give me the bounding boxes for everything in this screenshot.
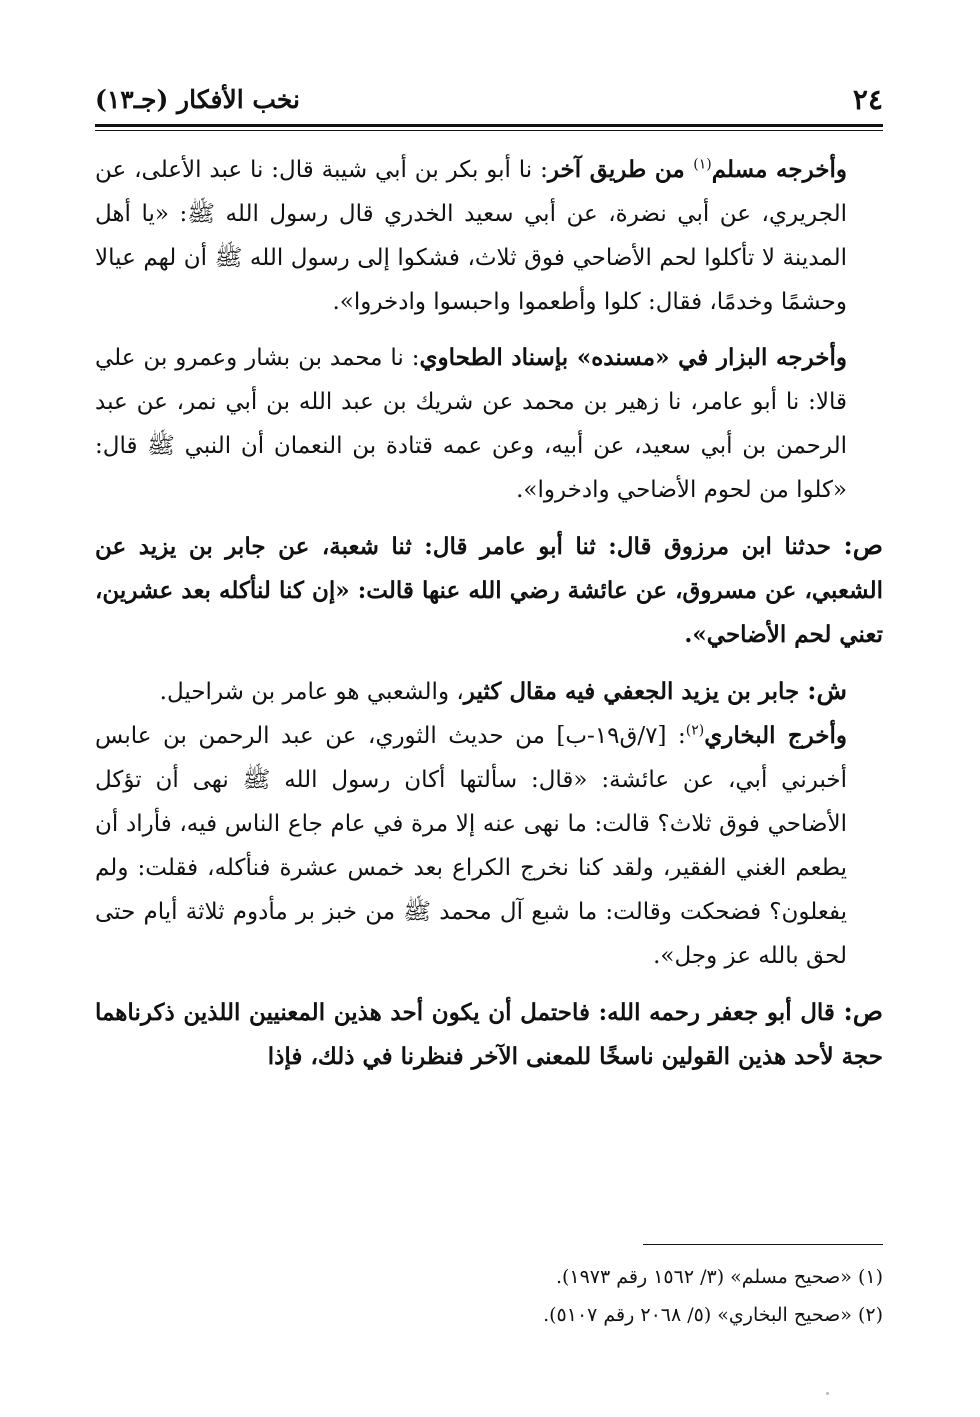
page-number: ٢٤: [852, 83, 883, 116]
paragraph-lead: وأخرج البخاري: [704, 722, 847, 749]
footnotes: [95, 1258, 883, 1334]
paragraph-body: : [٧/ق١٩-ب] من حديث الثوري، عن عبد الرحمن بن عابس أخبرني أبي، عن عائشة: «قال: سألتها أكان رسول الله ﷺ نهى أن تؤكل الأضاحي فوق ثلاث؟ قالت: ما نهى عنه إلا مرة في عام جاع الناس فيه، فأراد أن يطعم الغني الفقير، ولقد كنا نخرج الكراع بعد خمس عشرة فنأكله، فقلت: ولم يفعلون؟ فضحكت وقالت: ما شبع آل محمد ﷺ من خبز بر مأدوم ثلاثة أيام حتى لحق بالله عز وجل».: [95, 723, 847, 969]
paragraph-body: حدثنا ابن مرزوق قال: ثنا أبو عامر قال: ثنا شعبة، عن جابر بن يزيد عن الشعبي، عن مسروق، عن عائشة رضي الله عنها قالت: «إن كنا لنأكله بعد عشرين، تعني لحم الأضاحي».: [95, 533, 883, 648]
running-header: [95, 80, 883, 126]
paragraph-lead: ص:: [843, 997, 883, 1026]
footnote-1: (١) «صحيح مسلم» (٣/ ١٥٦٢ رقم ١٩٧٣).: [555, 1266, 883, 1288]
paragraph-lead: ش:: [807, 676, 847, 705]
paragraph-muslim: [95, 148, 883, 324]
paragraph-bukhari: [95, 714, 883, 978]
paragraph-bazzar: [95, 336, 883, 512]
paragraph-sad-1: [95, 524, 883, 657]
header-rule-thick: [95, 124, 883, 127]
paragraph-body: : نا أبو بكر بن أبي شيبة قال: نا عبد الأعلى، عن الجريري، عن أبي نضرة، عن أبي سعيد الخدري قال رسول الله ﷺ: «يا أهل المدينة لا تأكلوا لحم الأضاحي فوق ثلاث، فشكوا إلى رسول الله ﷺ أن لهم عيالا وحشمًا وخدمًا، فقال: كلوا وأطعموا واحبسوا وادخروا».: [95, 157, 847, 315]
footnote-ref-1: (١): [693, 156, 712, 173]
paragraph-lead: وأخرجه البزار في «مسنده» بإسناد الطحاوي: [419, 344, 847, 371]
paragraph-lead: ص:: [843, 531, 883, 560]
paragraph-body: : نا محمد بن بشار وعمرو بن علي قالا: نا أبو عامر، نا زهير بن محمد عن شريك بن عبد الله بن أبي نمر، عن عبد الرحمن بن أبي سعيد، عن أبيه، وعن عمه قتادة بن النعمان أن النبي ﷺ قال: «كلوا من لحوم الأضاحي وادخروا».: [95, 345, 847, 503]
paragraph-sad-2: [95, 990, 883, 1079]
footnote-2: (٢) «صحيح البخاري» (٥/ ٢٠٦٨ رقم ٥١٠٧).: [543, 1304, 883, 1326]
scan-speck: [826, 1392, 829, 1395]
header-rule-thin: [95, 130, 883, 131]
footnote-separator: [643, 1244, 883, 1245]
paragraph-body-bold: جابر بن يزيد الجعفي فيه مقال كثير: [463, 678, 808, 705]
paragraph-shin: [95, 669, 883, 714]
paragraph-tail: ، والشعبي هو عامر بن شراحيل.: [159, 679, 464, 705]
paragraph-lead: وأخرجه مسلم: [711, 156, 847, 183]
footnote-ref-2: (٢): [685, 722, 705, 739]
paragraph-body: قال أبو جعفر رحمه الله: فاحتمل أن يكون أحد هذين المعنيين اللذين ذكرناهما حجة لأحد هذين القولين ناسخًا للمعنى الآخر فنظرنا في ذلك، فإذا: [95, 999, 883, 1070]
main-text: [95, 148, 883, 1091]
book-title: نخب الأفكار (جـ١٣): [95, 85, 301, 114]
paragraph-lead-continued: من طريق آخر: [547, 156, 694, 183]
